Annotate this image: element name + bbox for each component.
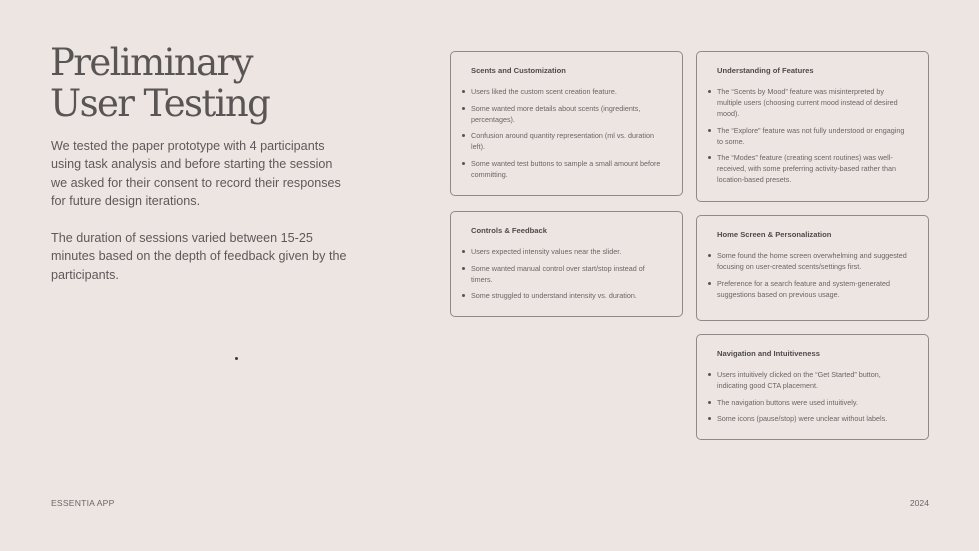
- list-item: The “Scents by Mood” feature was misinterpreted by multiple users (choosing current mood instead of desired mood).: [717, 86, 910, 119]
- card-list: [471, 246, 664, 301]
- list-item: Some icons (pause/stop) were unclear without labels.: [717, 413, 910, 424]
- list-item: Some wanted more details about scents (ingredients, percentages).: [471, 103, 664, 125]
- list-item: The “Explore” feature was not fully understood or engaging to some.: [717, 125, 910, 147]
- list-item: Some wanted manual control over start/stop instead of timers.: [471, 263, 664, 285]
- card-heading: Home Screen & Personalization: [717, 230, 832, 239]
- list-item: The navigation buttons were used intuitively.: [717, 397, 910, 408]
- card-navigation-intuitiveness: [696, 334, 929, 440]
- card-understanding-features: [696, 51, 929, 202]
- page-title: [50, 42, 269, 124]
- footer-year: 2024: [909, 498, 929, 508]
- card-home-personalization: [696, 215, 929, 321]
- card-scents-customization: [450, 51, 683, 196]
- list-item: Users liked the custom scent creation feature.: [471, 86, 664, 97]
- intro-paragraph-2: The duration of sessions varied between 15-25 minutes based on the depth of feedback given by the participants.: [51, 231, 347, 282]
- list-item: Confusion around quantity representation (ml vs. duration left).: [471, 130, 664, 152]
- list-item: The “Modes” feature (creating scent routines) was well-received, with some preferring activity-based rather than location-based presets.: [717, 152, 910, 185]
- list-item: Users intuitively clicked on the “Get Started” button, indicating good CTA placement.: [717, 369, 910, 391]
- list-item: Some wanted test buttons to sample a small amount before committing.: [471, 158, 664, 180]
- intro-paragraph-1: We tested the paper prototype with 4 participants using task analysis and before starting the session we asked for their consent to record their responses for future design iterations.: [51, 139, 341, 208]
- decorative-dot: [235, 357, 238, 360]
- card-list: [717, 250, 910, 300]
- list-item: Users expected intensity values near the slider.: [471, 246, 664, 257]
- card-list: [471, 86, 664, 180]
- card-heading: Scents and Customization: [471, 66, 566, 75]
- page-title-line-1: Preliminary: [50, 41, 252, 84]
- footer-app-name: ESSENTIA APP: [51, 498, 115, 508]
- card-heading: Navigation and Intuitiveness: [717, 349, 820, 358]
- card-list: [717, 369, 910, 424]
- page-title-line-2: User Testing: [50, 82, 270, 125]
- list-item: Preference for a search feature and system-generated suggestions based on previous usage.: [717, 278, 910, 300]
- list-item: Some found the home screen overwhelming and suggested focusing on user-created scents/settings first.: [717, 250, 910, 272]
- list-item: Some struggled to understand intensity vs. duration.: [471, 290, 664, 301]
- card-controls-feedback: [450, 211, 683, 317]
- card-heading: Understanding of Features: [717, 66, 814, 75]
- card-heading: Controls & Feedback: [471, 226, 547, 235]
- card-list: [717, 86, 910, 185]
